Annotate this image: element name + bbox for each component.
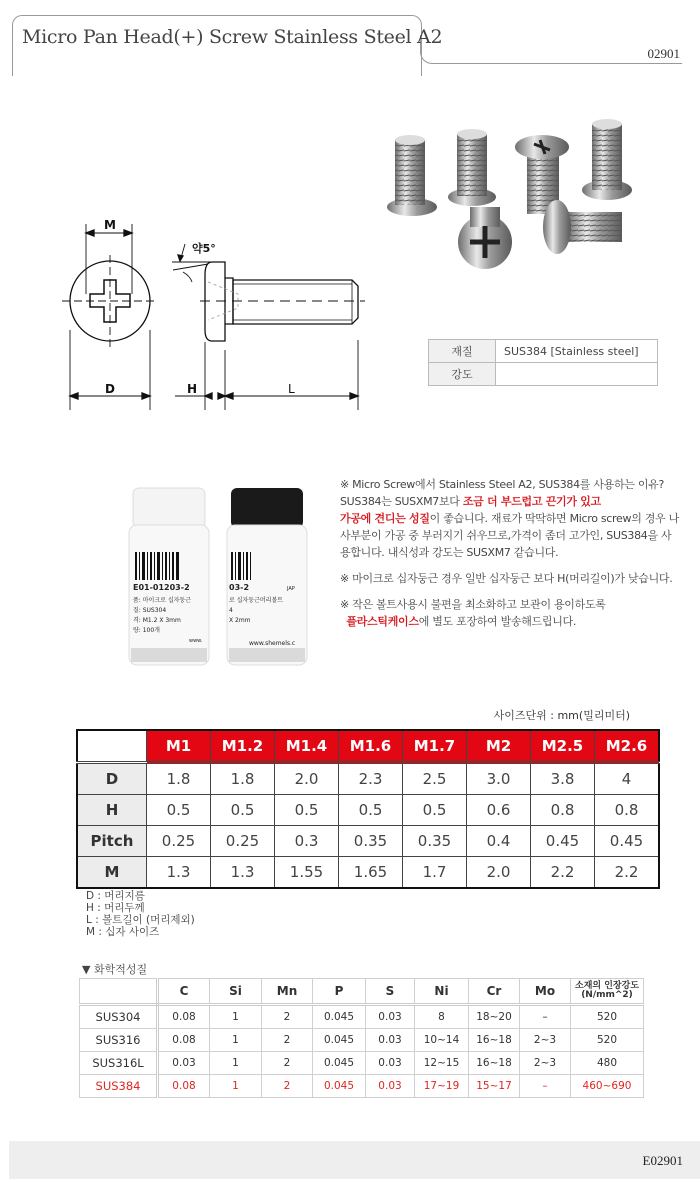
size-col-header: M2 xyxy=(467,730,531,763)
header-underline xyxy=(432,63,682,64)
size-col-header: M2.5 xyxy=(531,730,595,763)
size-col-header: M1 xyxy=(147,730,211,763)
chem-row xyxy=(80,1005,644,1029)
chem-row xyxy=(80,1029,644,1052)
label-d: D xyxy=(105,382,115,396)
vial-right-code: 03-2 xyxy=(229,583,250,592)
legend-item: H : 머리두께 xyxy=(86,902,145,914)
chem-cell: 2~3 xyxy=(520,1052,571,1075)
size-cell: 0.5 xyxy=(147,795,211,826)
size-cell: 2.5 xyxy=(403,763,467,795)
vial-left-line4: 량: 100개 xyxy=(133,627,160,634)
chem-cell: 18~20 xyxy=(469,1005,520,1029)
size-row-h xyxy=(77,795,659,826)
chem-cell: 0.08 xyxy=(158,1075,210,1098)
label-h: H xyxy=(187,382,198,396)
chem-cell: 8 xyxy=(415,1005,469,1029)
vial-right-line1: 로 십자둥근머리볼트 xyxy=(229,597,284,604)
chem-col-header: Si xyxy=(210,979,262,1005)
chem-cell: 2 xyxy=(262,1052,313,1075)
note-2: ※ 마이크로 십자둥근 경우 일반 십자둥근 보다 H(머리길이)가 낮습니다. xyxy=(340,572,673,585)
size-cell: 2.0 xyxy=(467,857,531,889)
spec-row-strength xyxy=(429,363,658,386)
note-1 xyxy=(340,476,680,561)
chem-col-header: S xyxy=(366,979,415,1005)
chem-cell: 16~18 xyxy=(469,1029,520,1052)
size-cell: 4 xyxy=(595,763,660,795)
spec-table xyxy=(428,339,658,386)
chemical-properties-table xyxy=(79,978,644,1098)
size-row-header: Pitch xyxy=(77,826,147,857)
size-cell: 0.25 xyxy=(211,826,275,857)
size-cell: 0.5 xyxy=(339,795,403,826)
chem-cell: 16~18 xyxy=(469,1052,520,1075)
note-3-text-a: ※ 작은 볼트사용시 불편을 최소화하고 보관이 용이하도록 xyxy=(340,598,606,611)
chem-cell: 0.08 xyxy=(158,1029,210,1052)
chem-cell: 2 xyxy=(262,1075,313,1098)
note-1-highlight-1: 조금 더 부드럽고 끈기가 있고 xyxy=(462,495,601,508)
size-row-d xyxy=(77,763,659,795)
size-row-header: H xyxy=(77,795,147,826)
vial-left-line1: 품: 마이크로 십자둥근 xyxy=(133,597,192,604)
chem-cell: 0.03 xyxy=(366,1052,415,1075)
chem-col-header: P xyxy=(313,979,366,1005)
chem-row-header: SUS316 xyxy=(80,1029,158,1052)
chem-header-row xyxy=(80,979,644,1005)
chem-col-header: C xyxy=(158,979,210,1005)
chem-cell: 2 xyxy=(262,1029,313,1052)
size-col-header: M1.4 xyxy=(275,730,339,763)
legend-item: L : 볼트길이 (머리제외) xyxy=(86,914,195,926)
chem-cell: 0.045 xyxy=(313,1029,366,1052)
chem-col-header: Ni xyxy=(415,979,469,1005)
tensile-label: 소재의 인장강도 xyxy=(575,981,639,991)
dimension-legend xyxy=(86,890,195,938)
size-col-header: M2.6 xyxy=(595,730,660,763)
label-angle: 약5° xyxy=(192,242,216,255)
note-1-text-a: SUS384는 SUSXM7보다 xyxy=(340,495,463,508)
vials-photo xyxy=(115,480,325,670)
legend-item: M : 십자 사이즈 xyxy=(86,926,160,938)
chem-cell: 12~15 xyxy=(415,1052,469,1075)
note-3-highlight: 플라스틱케이스 xyxy=(346,615,419,628)
vial-left-line3: 격: M1.2 X 3mm xyxy=(133,617,181,624)
chem-cell: 2 xyxy=(262,1005,313,1029)
chem-cell: – xyxy=(520,1005,571,1029)
size-cell: 2.3 xyxy=(339,763,403,795)
chem-cell: – xyxy=(520,1075,571,1098)
vial-right-brand: JAP xyxy=(287,586,295,592)
chem-row-header: SUS304 xyxy=(80,1005,158,1029)
size-cell: 0.35 xyxy=(339,826,403,857)
chem-cell: 1 xyxy=(210,1075,262,1098)
chem-cell: 460~690 xyxy=(571,1075,644,1098)
chem-cell: 1 xyxy=(210,1052,262,1075)
chem-cell: 17~19 xyxy=(415,1075,469,1098)
chem-cell: 0.08 xyxy=(158,1005,210,1029)
size-cell: 1.8 xyxy=(147,763,211,795)
vial-right-line3: X 2mm xyxy=(229,617,251,624)
size-cell: 3.0 xyxy=(467,763,531,795)
chem-cell: 0.03 xyxy=(158,1052,210,1075)
note-1-highlight-2: 가공에 견디는 성질 xyxy=(340,512,430,525)
size-header-row xyxy=(77,730,659,763)
size-table xyxy=(76,729,660,889)
technical-drawing xyxy=(40,200,370,430)
size-cell: 2.2 xyxy=(531,857,595,889)
note-3 xyxy=(340,596,680,630)
spec-value: SUS384 [Stainless steel] xyxy=(496,340,658,363)
size-row-header: D xyxy=(77,763,147,795)
spec-value xyxy=(496,363,658,386)
size-cell: 1.65 xyxy=(339,857,403,889)
size-cell: 2.0 xyxy=(275,763,339,795)
note-1-text-c: 이 좋습니다. 재료가 딱딱하면 Micro screw의 경우 나사부분이 가공 중 부러지기 쉬우므로,가격이 좀더 고가인, SUS384을 사용합니다. 내식성과 강도는 SUSXM7 같습니다. xyxy=(340,512,679,559)
size-cell: 0.5 xyxy=(275,795,339,826)
legend-item: D : 머리지름 xyxy=(86,890,145,902)
chem-row-header: SUS384 xyxy=(80,1075,158,1098)
chem-row xyxy=(80,1052,644,1075)
chem-col-header xyxy=(80,979,158,1005)
size-col-header: M1.2 xyxy=(211,730,275,763)
spec-row-material xyxy=(429,340,658,363)
chem-cell: 1 xyxy=(210,1005,262,1029)
chem-cell: 520 xyxy=(571,1029,644,1052)
size-header-blank xyxy=(77,730,147,763)
size-cell: 0.8 xyxy=(531,795,595,826)
size-cell: 0.45 xyxy=(595,826,660,857)
size-cell: 0.45 xyxy=(531,826,595,857)
vial-right-web: www.shemels.c xyxy=(249,640,296,647)
note-3-text-b: 에 별도 포장하여 발송해드립니다. xyxy=(418,615,577,628)
label-m: M xyxy=(104,218,116,232)
chem-cell: 520 xyxy=(571,1005,644,1029)
chem-cell: 0.045 xyxy=(313,1052,366,1075)
vial-left-line2: 질: SUS304 xyxy=(133,607,167,614)
size-cell: 1.8 xyxy=(211,763,275,795)
chem-cell: 2~3 xyxy=(520,1029,571,1052)
head-side-view xyxy=(205,262,225,341)
size-row-m xyxy=(77,857,659,889)
chem-col-header-tensile xyxy=(571,979,644,1005)
size-cell: 0.35 xyxy=(403,826,467,857)
chem-row-header: SUS316L xyxy=(80,1052,158,1075)
footer-code: E02901 xyxy=(642,1153,683,1168)
chem-cell: 10~14 xyxy=(415,1029,469,1052)
size-cell: 1.7 xyxy=(403,857,467,889)
size-cell: 1.55 xyxy=(275,857,339,889)
vial-left-web: www. xyxy=(189,638,203,644)
chem-col-header: Mo xyxy=(520,979,571,1005)
size-cell: 0.8 xyxy=(595,795,660,826)
size-col-header: M1.6 xyxy=(339,730,403,763)
chem-col-header: Mn xyxy=(262,979,313,1005)
spec-key: 재질 xyxy=(429,340,496,363)
product-code: 02901 xyxy=(647,46,680,61)
size-cell: 0.5 xyxy=(403,795,467,826)
spec-key: 강도 xyxy=(429,363,496,386)
size-row-pitch xyxy=(77,826,659,857)
size-cell: 0.6 xyxy=(467,795,531,826)
size-cell: 0.25 xyxy=(147,826,211,857)
chem-section-title: ▼ 화학적성질 xyxy=(82,963,148,976)
chem-row xyxy=(80,1075,644,1098)
shank xyxy=(225,278,233,324)
vial-left-code: E01-01203-2 xyxy=(133,583,190,592)
size-cell: 1.3 xyxy=(147,857,211,889)
size-cell: 0.3 xyxy=(275,826,339,857)
chem-cell: 0.045 xyxy=(313,1075,366,1098)
chem-cell: 0.045 xyxy=(313,1005,366,1029)
chem-cell: 480 xyxy=(571,1052,644,1075)
size-cell: 3.8 xyxy=(531,763,595,795)
size-cell: 2.2 xyxy=(595,857,660,889)
chem-cell: 0.03 xyxy=(366,1075,415,1098)
note-1-heading: ※ Micro Screw에서 Stainless Steel A2, SUS384를 사용하는 이유? xyxy=(340,478,665,491)
size-unit-label: 사이즈단위 : mm(밀리미터) xyxy=(493,709,630,722)
size-cell: 0.5 xyxy=(211,795,275,826)
size-cell: 1.3 xyxy=(211,857,275,889)
chem-cell: 15~17 xyxy=(469,1075,520,1098)
size-row-header: M xyxy=(77,857,147,889)
page-title: Micro Pan Head(+) Screw Stainless Steel A2 xyxy=(22,26,443,48)
size-col-header: M1.7 xyxy=(403,730,467,763)
chem-cell: 1 xyxy=(210,1029,262,1052)
vial-right-line2: 4 xyxy=(229,607,233,614)
chem-cell: 0.03 xyxy=(366,1029,415,1052)
screws-photo xyxy=(362,112,662,280)
chem-cell: 0.03 xyxy=(366,1005,415,1029)
chem-col-header: Cr xyxy=(469,979,520,1005)
tensile-unit: (N/mm^2) xyxy=(581,990,633,1000)
footer-bar xyxy=(9,1141,700,1179)
notes-block xyxy=(340,476,680,639)
size-cell: 0.4 xyxy=(467,826,531,857)
label-l: L xyxy=(288,382,295,396)
